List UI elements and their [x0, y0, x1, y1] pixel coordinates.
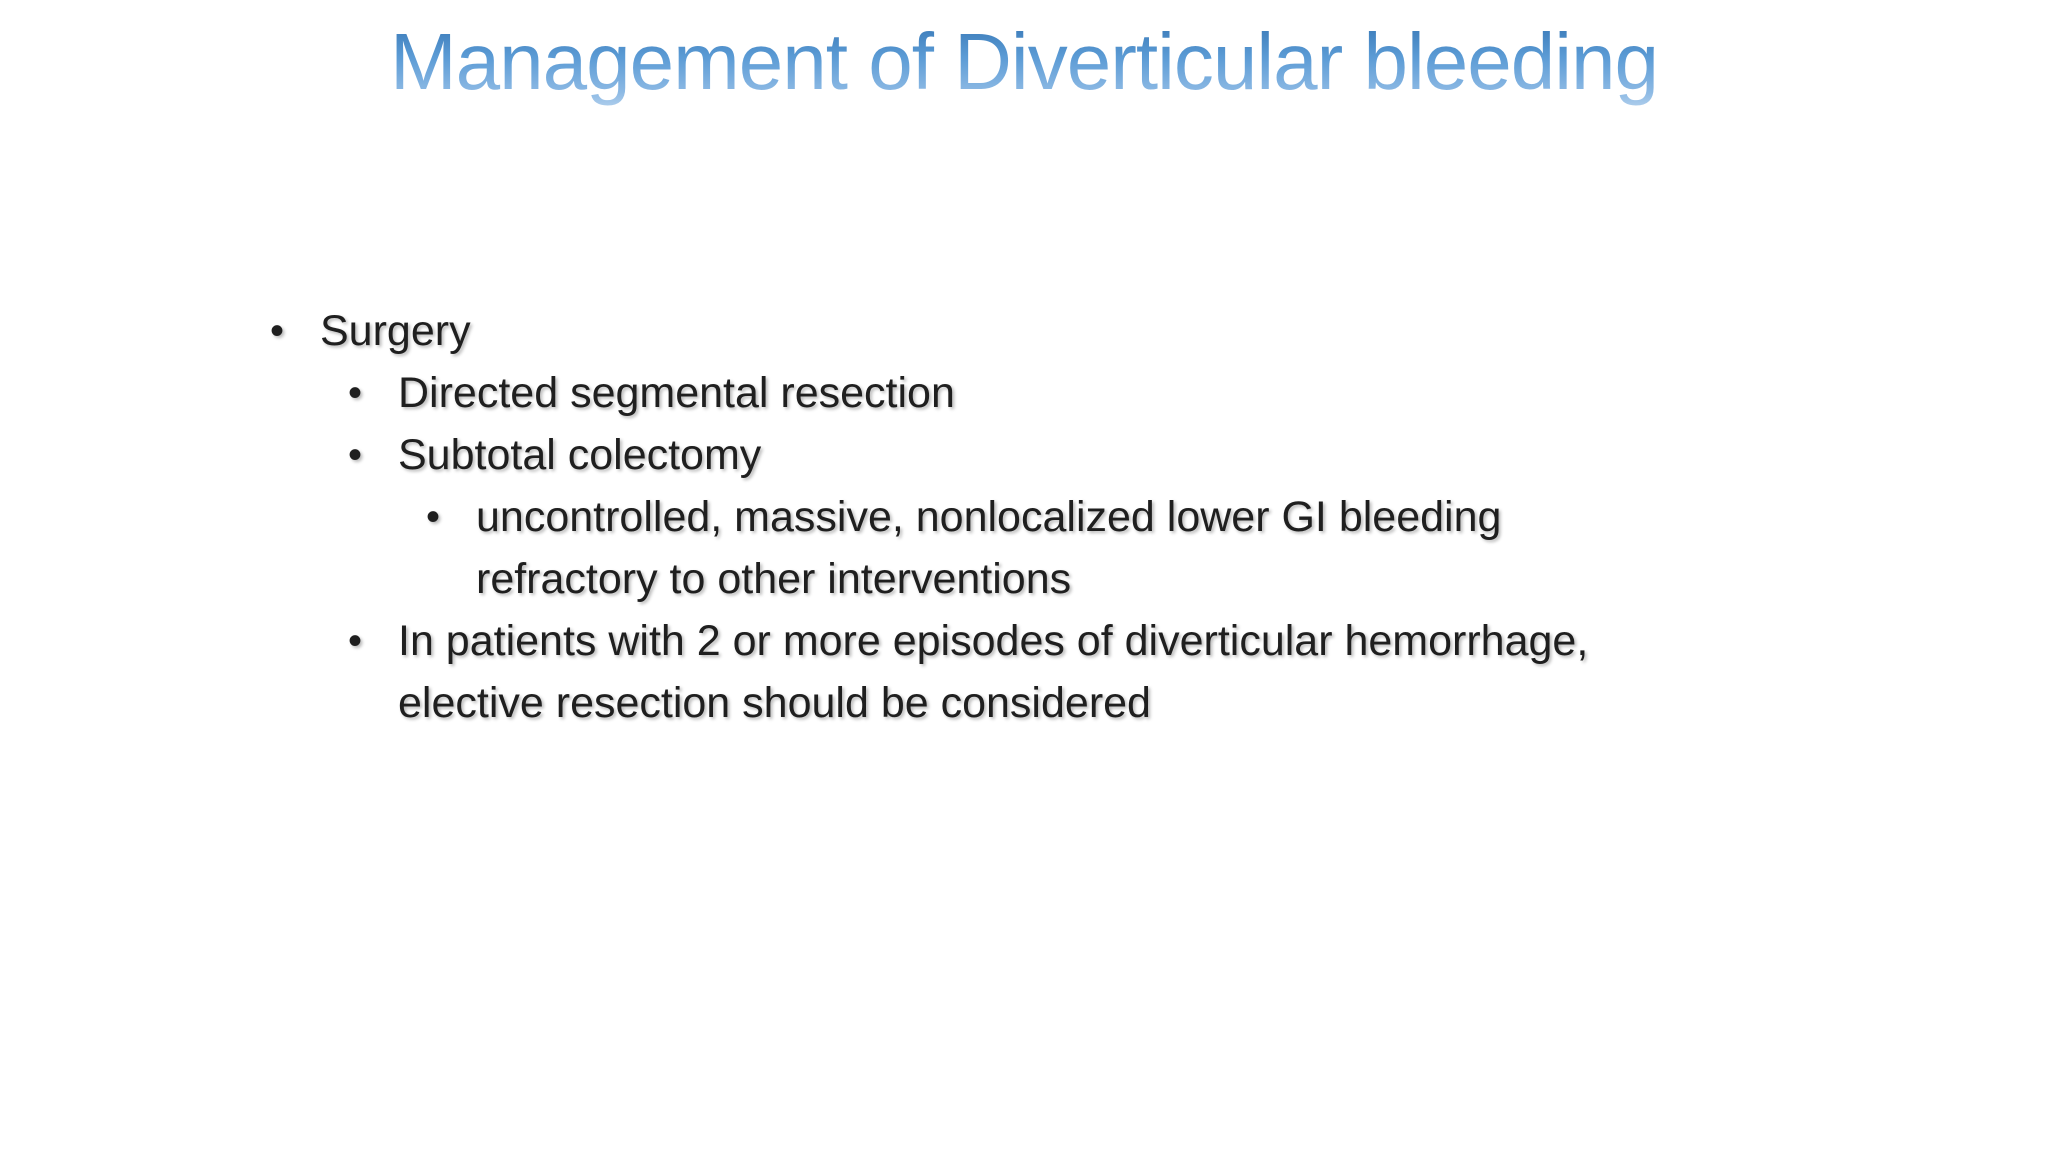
bullet-icon: • — [348, 433, 363, 477]
bullet-icon: • — [348, 371, 363, 415]
bullet-item-directed-segmental-resection — [260, 362, 1660, 424]
bullet-text: In patients with 2 or more episodes of diverticular hemorrhage, elective resection should be considered — [398, 617, 1589, 727]
bullet-icon: • — [270, 309, 285, 353]
bullet-text: Directed segmental resection — [398, 369, 955, 417]
slide-title: Management of Diverticular bleeding — [0, 12, 2048, 112]
bullet-item-elective-resection — [260, 610, 1660, 734]
bullet-text: Subtotal colectomy — [398, 431, 762, 479]
slide-body — [260, 300, 1660, 734]
bullet-text: uncontrolled, massive, nonlocalized lower GI bleeding refractory to other interventions — [476, 493, 1502, 603]
bullet-text: Surgery — [320, 307, 471, 355]
bullet-item-uncontrolled-bleeding — [260, 486, 1660, 610]
bullet-icon: • — [348, 619, 363, 663]
bullet-item-surgery — [260, 300, 1660, 362]
bullet-icon: • — [426, 495, 441, 539]
bullet-item-subtotal-colectomy — [260, 424, 1660, 486]
